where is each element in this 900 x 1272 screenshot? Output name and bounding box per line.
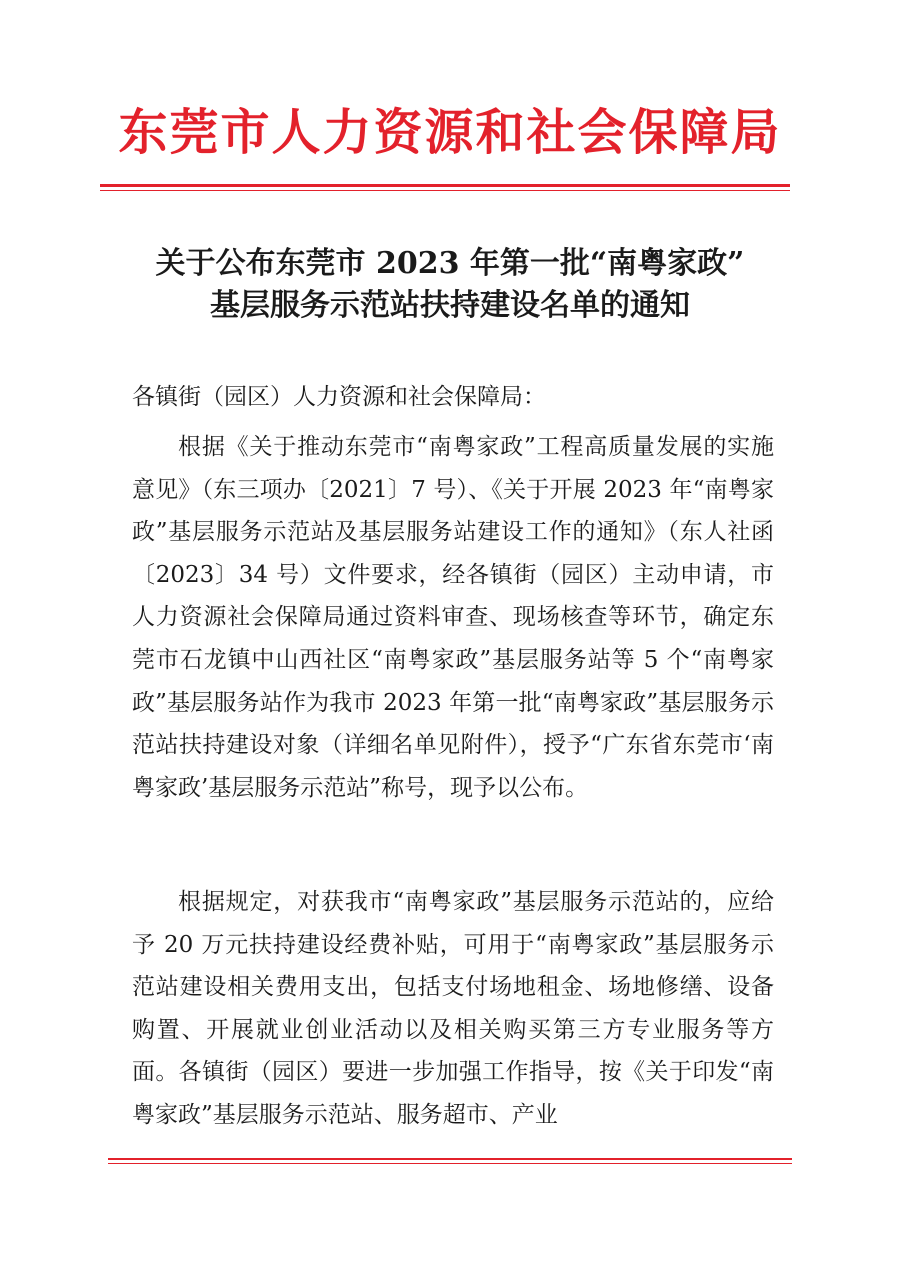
letterhead-org-name: 东莞市人力资源和社会保障局 [118,103,782,161]
letterhead-red-rule-thin [100,190,790,191]
notice-title-line1: 关于公布东莞市 2023 年第一批“南粤家政” [155,246,745,281]
salutation: 各镇街（园区）人力资源和社会保障局： [132,384,546,410]
notice-title-line2: 基层服务示范站扶持建设名单的通知 [210,288,690,323]
footer-red-rule [108,1158,792,1160]
footer-red-rule-thin [108,1163,792,1164]
body-paragraph-2: 根据规定，对获我市“南粤家政”基层服务示范站的，应给予 20 万元扶持建设经费补贴，可用于“南粤家政”基层服务示范站建设相关费用支出，包括支付场地租金、场地修缮、设备购置、开展就业创业活动以及相关购买第三方专业服务等方面。各镇街（园区）要进一步加强工作指导，按《关于印发“南粤家政”基层服务示范站、服务超市、产业 [132,889,774,1128]
body-paragraph-1: 根据《关于推动东莞市“南粤家政”工程高质量发展的实施意见》（东三项办〔2021〕7 号）、《关于开展 2023 年“南粤家政”基层服务示范站及基层服务站建设工作的通知》（东人社函〔2023〕34 号）文件要求，经各镇街（园区）主动申请，市人力资源社会保障局通过资料审查、现场核查等环节，确定东莞市石龙镇中山西社区“南粤家政”基层服务站等 5 个“南粤家政”基层服务站作为我市 2023 年第一批“南粤家政”基层服务示范站扶持建设对象（详细名单见附件），授予“广东省东莞市‘南粤家政’基层服务示范站”称号，现予以公布。 [132,434,774,801]
letterhead-red-rule [100,184,790,187]
